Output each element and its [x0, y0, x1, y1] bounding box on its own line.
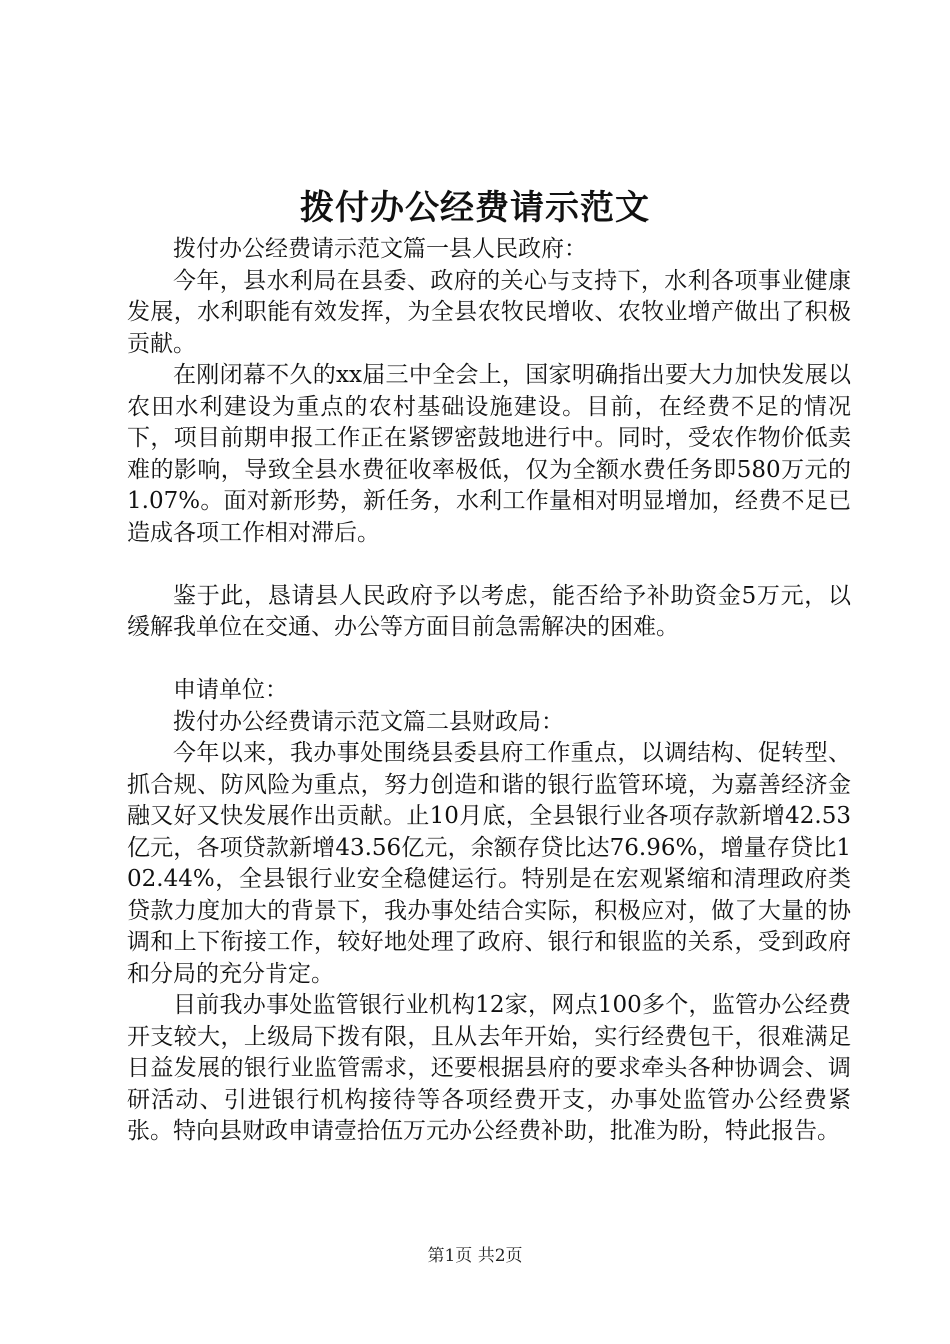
- document-body: [127, 234, 851, 1148]
- paragraph-4: 鉴于此，恳请县人民政府予以考虑，能否给予补助资金5万元，以缓解我单位在交通、办公等方面目前急需解决的困难。: [127, 582, 851, 640]
- paragraph-spacer: [127, 549, 851, 581]
- document-title: 拨付办公经费请示范文: [300, 188, 650, 228]
- page-number-footer: 第1页 共2页: [427, 1246, 523, 1266]
- paragraph-7: 今年以来，我办事处围绕县委县府工作重点，以调结构、促转型、抓合规、防风险为重点，努力创造和谐的银行监管环境，为嘉善经济金融又好又快发展作出贡献。止10月底，全县银行业各项存款新增42.53亿元，各项贷款新增43.56亿元，余额存贷比达76.96%，增量存贷比102.44%，全县银行业安全稳健运行。特别是在宏观紧缩和清理政府类贷款力度加大的背景下，我办事处结合实际，积极应对，做了大量的协调和上下衔接工作，较好地处理了政府、银行和银监的关系，受到政府和分局的充分肯定。: [127, 740, 851, 987]
- paragraph-5: 申请单位：: [173, 677, 288, 703]
- paragraph-2: 今年，县水利局在县委、政府的关心与支持下，水利各项事业健康发展，水利职能有效发挥，为全县农牧民增收、农牧业增产做出了积极贡献。: [127, 267, 851, 357]
- paragraph-spacer: [127, 644, 851, 676]
- paragraph-6: 拨付办公经费请示范文篇二县财政局：: [173, 708, 564, 735]
- paragraph-1: 拨付办公经费请示范文篇一县人民政府：: [173, 236, 587, 262]
- paragraph-8: 目前我办事处监管银行业机构12家，网点100多个，监管办公经费开支较大，上级局下拨有限，且从去年开始，实行经费包干，很难满足日益发展的银行业监管需求，还要根据县府的要求牵头各种协调会、调研活动、引进银行机构接待等各项经费开支，办事处监管办公经费紧张。特向县财政申请壹拾伍万元办公经费补助，批准为盼，特此报告。: [127, 992, 851, 1144]
- paragraph-3: 在刚闭幕不久的xx届三中全会上，国家明确指出要大力加快发展以农田水利建设为重点的农村基础设施建设。目前，在经费不足的情况下，项目前期申报工作正在紧锣密鼓地进行中。同时，受农作物价低卖难的影响，导致全县水费征收率极低，仅为全额水费任务即580万元的1.07%。面对新形势，新任务，水利工作量相对明显增加，经费不足已造成各项工作相对滞后。: [127, 362, 851, 546]
